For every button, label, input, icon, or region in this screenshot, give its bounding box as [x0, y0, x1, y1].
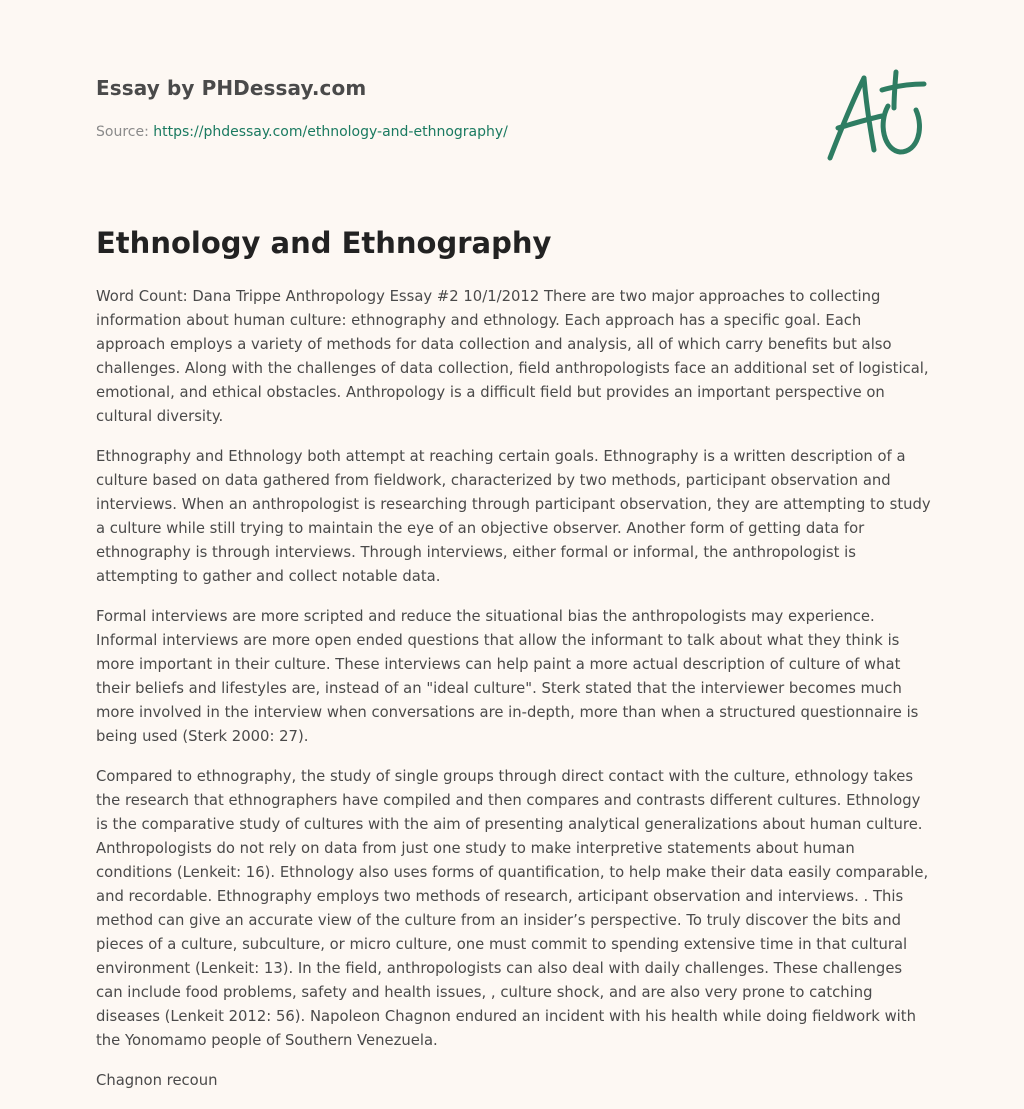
site-brand: Essay by PHDessay.com [96, 76, 367, 100]
essay-paragraph: Compared to ethnography, the study of single groups through direct contact with the culture, ethnology takes the research that ethnographers have compiled and then compares and contrasts different cultures. Ethnology is the comparative study of cultures with the aim of presenting analytical generalizations about human culture. Anthropologists do not rely on data from just one study to make interpretive statements about human conditions (Lenkeit: 16). Ethnology also uses forms of quantification, to help make their data easily comparable, and recordable. Ethnography employs two methods of research, articipant observation and interviews. . This method can give an accurate view of the culture from an insider’s perspective. To truly discover the bits and pieces of a culture, subculture, or micro culture, one must commit to spending extensive time in that cultural environment (Lenkeit: 13). In the field, anthropologists can also deal with daily challenges. These challenges can include food problems, safety and health issues, , culture shock, and are also very prone to catching diseases (Lenkeit 2012: 56). Napoleon Chagnon endured an incident with his health while doing fieldwork with the Yonomamo people of Southern Venezuela. [96, 768, 929, 1049]
essay-paragraph: Chagnon recoun [96, 1072, 218, 1089]
source-link[interactable]: https://phdessay.com/ethnology-and-ethnography/ [153, 124, 508, 140]
a-plus-logo-icon [824, 66, 928, 166]
essay-title: Ethnology and Ethnography [96, 226, 552, 260]
essay-paragraph: Ethnography and Ethnology both attempt at reaching certain goals. Ethnography is a written description of a culture based on data gathered from fieldwork, characterized by two methods, participant observation and interviews. When an anthropologist is researching through participant observation, they are attempting to study a culture while still trying to maintain the eye of an objective observer. Another form of getting data for ethnography is through interviews. Through interviews, either formal or informal, the anthropologist is attempting to gather and collect notable data. [96, 448, 931, 585]
source-label: Source: [96, 124, 149, 140]
essay-body [96, 285, 932, 1109]
source-line [96, 124, 508, 140]
essay-paragraph: Word Count: Dana Trippe Anthropology Essay #2 10/1/2012 There are two major approaches to collecting information about human culture: ethnography and ethnology. Each approach has a specific goal. Each approach employs a variety of methods for data collection and analysis, all of which carry benefits but also challenges. Along with the challenges of data collection, field anthropologists face an additional set of logistical, emotional, and ethical obstacles. Anthropology is a difficult field but provides an important perspective on cultural diversity. [96, 288, 929, 425]
essay-paragraph: Formal interviews are more scripted and reduce the situational bias the anthropologists may experience. Informal interviews are more open ended questions that allow the informant to talk about what they think is more important in their culture. These interviews can help paint a more actual description of culture of what their beliefs and lifestyles are, instead of an "ideal culture". Sterk stated that the interviewer becomes much more involved in the interview when conversations are in-depth, more than when a structured questionnaire is being used (Sterk 2000: 27). [96, 608, 919, 745]
